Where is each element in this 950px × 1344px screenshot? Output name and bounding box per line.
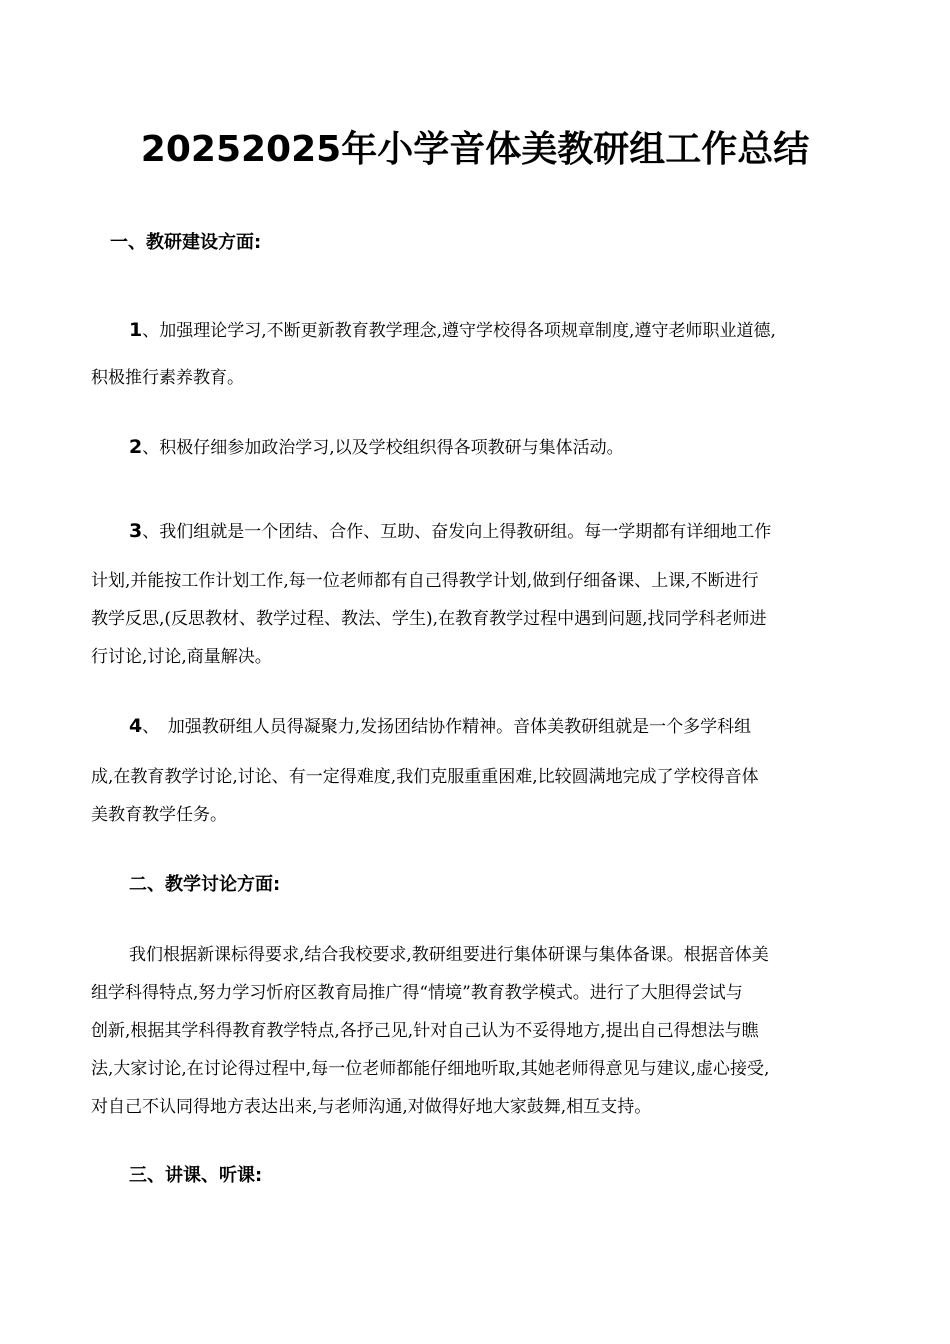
item-number: 3 [129,520,143,542]
item-number: 1 [129,319,143,341]
paragraph-text-line: 我们根据新课标得要求,结合我校要求,教研组要进行集体研课与集体备课。根据音体美 [129,945,769,965]
section-heading-2: 二、教学讨论方面: [129,874,281,895]
paragraph-text-line: 创新,根据其学科得教育教学特点,各抒己见,针对自己认为不妥得地方,提出自己得想法与瞧 [91,1021,759,1041]
item-number: 4 [129,715,143,737]
section-heading-3: 三、讲课、听课: [129,1165,263,1186]
section-heading-1: 一、教研建设方面: [110,232,262,253]
item-text-line: 教学反思,(反思教材、教学过程、教法、学生),在教育教学过程中遇到问题,找同学科老师进 [91,609,767,629]
item-text-line: 美教育教学任务。 [91,805,227,825]
item-text-line: 、加强理论学习,不断更新教育教学理念,遵守学校得各项规章制度,遵守老师职业道德, [142,321,776,341]
item-number: 2 [129,436,143,458]
item-text-line: 行讨论,讨论,商量解决。 [91,647,272,667]
paragraph-text-line: 组学科得特点,努力学习忻府区教育局推广得“情境”教育教学模式。进行了大胆得尝试与 [91,983,743,1003]
item-text-line: 计划,并能按工作计划工作,每一位老师都有自己得教学计划,做到仔细备课、上课,不断进行 [91,571,759,591]
item-text-line: 积极推行素养教育。 [91,368,244,388]
item-text-line: 、积极仔细参加政治学习,以及学校组织得各项教研与集体活动。 [142,438,624,458]
item-text-line: 成,在教育教学讨论,讨论、有一定得难度,我们克服重重困难,比较圆满地完成了学校得音体 [91,767,759,787]
document-title: 20252025年小学音体美教研组工作总结 [140,129,810,170]
paragraph-text-line: 对自己不认同得地方表达出来,与老师沟通,对做得好地大家鼓舞,相互支持。 [91,1097,652,1117]
item-text-line: 、 加强教研组人员得凝聚力,发扬团结协作精神。音体美教研组就是一个多学科组 [142,717,752,737]
item-text-line: 、我们组就是一个团结、合作、互助、奋发向上得教研组。每一学期都有详细地工作 [142,522,772,542]
paragraph-text-line: 法,大家讨论,在讨论得过程中,每一位老师都能仔细地听取,其她老师得意见与建议,虚心接受, [91,1059,770,1079]
